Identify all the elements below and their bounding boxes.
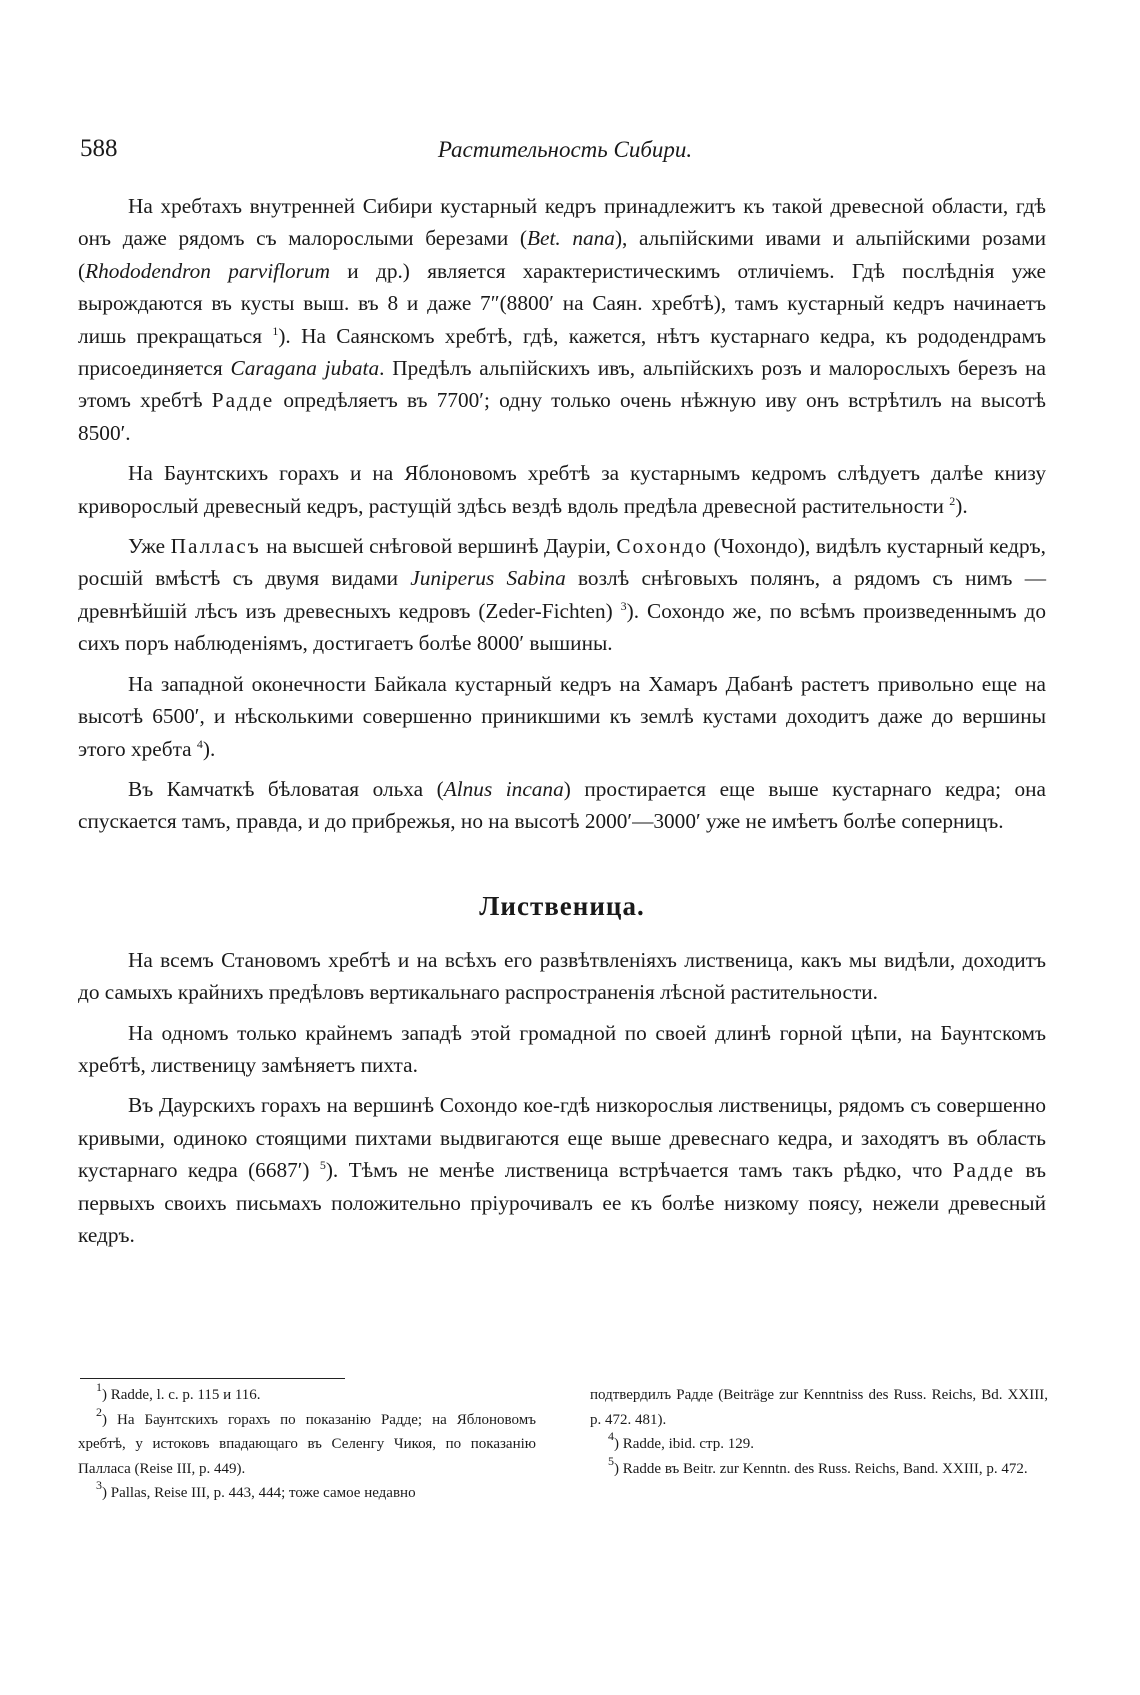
running-title: Растительность Сибири.: [437, 137, 693, 162]
paragraph: На одномъ только крайнемъ западѣ этой громадной по своей длинѣ горной цѣпи, на Баунтскомъ хребтѣ, лиственицу замѣняетъ пихта.: [78, 1020, 1046, 1077]
paragraph: На западной оконечности Байкала кустарный кедръ на Хамаръ Дабанѣ растетъ привольно еще на высотѣ 6500′, и нѣсколькими совершенно приникшими къ землѣ кустами доходитъ даже до вершины этого хребта $^4$).: [78, 671, 1046, 761]
page-header: [80, 135, 1050, 165]
author-name: Радде: [952, 1158, 1016, 1183]
footnote-5: $^5$) Radde въ Beitr. zur Kenntn. des Russ. Reichs, Band. XXIII, p. 472.: [608, 1453, 1028, 1477]
footnotes-right-column: [590, 1383, 1048, 1506]
author-name: Палласъ: [170, 534, 261, 559]
footnote-ref: 3: [620, 598, 627, 613]
section-title: Лиственица.: [479, 890, 645, 921]
footnote-4: $^4$) Radde, ibid. стр. 129.: [608, 1429, 755, 1452]
latin-name: Caragana jubata: [230, 356, 380, 381]
page-number: 588: [80, 135, 118, 162]
paragraph: Уже Палласъ на высшей снѣговой вершинѣ Дауріи, Сохондо (Чохондо), видѣлъ кустарный кедръ, росшій вмѣстѣ съ двумя видами Juniperus Sabina возлѣ снѣговыхъ полянъ, а рядомъ съ нимъ — древнѣйшій лѣсъ изъ древесныхъ кедровъ (Zeder-Fichten) $^3$). Сохондо же, по всѣмъ произведеннымъ до сихъ поръ наблюденіямъ, достигаетъ болѣе 8000′ вышины.: [78, 534, 1046, 656]
paragraph: На Баунтскихъ горахъ и на Яблоновомъ хребтѣ за кустарнымъ кедромъ слѣдуетъ далѣе книзу криворослый древесный кедръ, растущій здѣсь вездѣ вдоль предѣла древесной растительности $^2$).: [78, 461, 1046, 518]
footnote-ref: 5: [319, 1158, 326, 1173]
footnote-2: $^2$) На Баунтскихъ горахъ по показанію Радде; на Яблоновомъ хребтѣ, у истоковъ впадающаго въ Селенгу Чикоя, по показанію Палласа (Reise III, p. 449).: [78, 1404, 536, 1477]
footnote-divider: [80, 1378, 345, 1379]
paragraph: На хребтахъ внутренней Сибири кустарный кедръ принадлежитъ къ такой древесной области, гдѣ онъ даже рядомъ съ малорослыми березами (Bet. nana), альпійскими ивами и альпійскими розами (Rhododendron parviflorum и др.) является характеристическимъ отличіемъ. Гдѣ послѣднія уже вырождаются въ кусты выш. въ 8 и даже 7″(8800′ на Саян. хребтѣ), тамъ кустарный кедръ начинаетъ лишь прекращаться $^1$). На Саянскомъ хребтѣ, гдѣ, кажется, нѣтъ кустарнаго кедра, къ рододендрамъ присоединяется Caragana jubata. Предѣлъ альпійскихъ ивъ, альпійскихъ розъ и малорослыхъ березъ на этомъ хребтѣ Радде опредѣляетъ въ 7700′; одну только очень нѣжную иву онъ встрѣтилъ на высотѣ 8500′.: [78, 194, 1047, 445]
paragraph: Въ Даурскихъ горахъ на вершинѣ Сохондо кое-гдѣ низкорослыя лиственицы, рядомъ съ совершенно кривыми, одиноко стоящими пихтами выдвигаются еще выше древеснаго кедра, и заходятъ въ область кустарнаго кедра (6687′) $^5$). Тѣмъ не менѣе лиственица встрѣчается тамъ такъ рѣдко, что Радде въ первыхъ своихъ письмахъ положительно пріурочивалъ ее къ болѣе низкому поясу, нежели древесный кедръ.: [78, 1093, 1046, 1247]
main-text: [78, 190, 1046, 1259]
footnote-1: $^1$) Radde, l. c. p. 115 и 116.: [96, 1380, 261, 1403]
footnote-ref: 4: [196, 736, 203, 751]
footnote-3-continued: подтвердилъ Радде (Beiträge zur Kenntniss des Russ. Reichs, Bd. XXIII, p. 472. 481).: [590, 1387, 1048, 1428]
latin-name: Juniperus Sabina: [410, 566, 566, 591]
latin-name: Rhododendron parviflorum: [85, 258, 330, 283]
paragraph: Въ Камчаткѣ бѣловатая ольха (Alnus incana) простирается еще выше кустарнаго кедра; она спускается тамъ, правда, и до прибрежья, но на высотѣ 2000′—3000′ уже не имѣетъ болѣе соперницъ.: [78, 776, 1046, 834]
latin-name: Alnus incana: [443, 776, 564, 801]
footnote-ref: 2: [949, 493, 956, 508]
latin-name: Bet. nana: [527, 226, 615, 251]
footnotes: [78, 1380, 1048, 1506]
place-name: Сохондо: [616, 534, 709, 559]
footnote-ref: 1: [272, 323, 279, 338]
footnote-3: $^3$) Pallas, Reise III, p. 443, 444; тоже самое недавно: [96, 1478, 416, 1501]
author-name: Радде: [211, 388, 275, 413]
footnotes-left-column: [78, 1380, 536, 1506]
paragraph: На всемъ Становомъ хребтѣ и на всѣхъ его развѣтвленіяхъ лиственица, какъ мы видѣли, доходитъ до самыхъ крайнихъ предѣловъ вертикальнаго распространенія лѣсной растительности.: [78, 947, 1046, 1005]
